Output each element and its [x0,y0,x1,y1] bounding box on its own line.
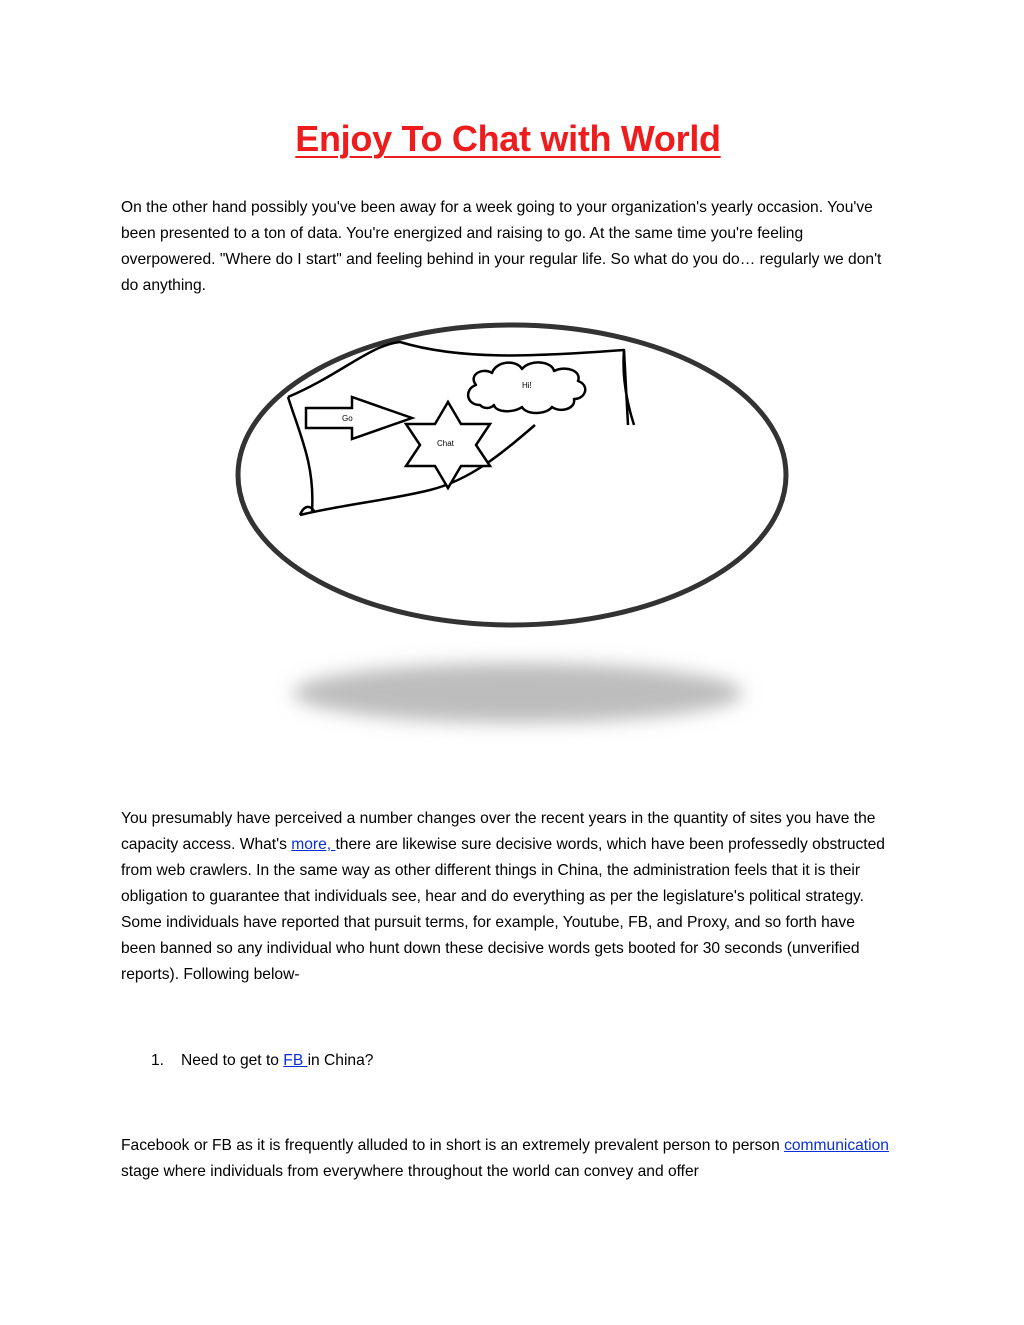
paragraph-text-before-link: You presumably have perceived a number changes over the recent years in the quantity of sites you have the capacity access. What's [121,810,876,853]
chat-illustration [230,315,795,755]
hi-label: Hi! [522,381,532,390]
more-link[interactable]: more, [291,836,336,853]
list-item [121,1048,891,1074]
paragraph-text-before-link: Facebook or FB as it is frequently alluded to in short is an extremely prevalent person to person [121,1137,785,1154]
list-item-text-before: Need to get to [181,1052,284,1069]
communication-link[interactable]: communication [784,1137,889,1154]
fb-link[interactable]: FB [283,1052,308,1069]
list-item-text-after: in China? [307,1052,374,1069]
go-label: Go [342,414,353,423]
floating-shadow [293,663,743,723]
page-title: Enjoy To Chat with World [295,118,721,159]
paragraph-facebook [121,1133,891,1185]
paragraph-censorship [121,806,891,988]
chat-label: Chat [437,439,454,448]
numbered-list [121,1048,891,1074]
paragraph-text-after-link: stage where individuals from everywhere throughout the world can convey and offer [121,1163,699,1180]
chat-illustration-svg [230,315,795,755]
list-item-number: 1. [151,1052,165,1069]
paragraph-text-after-link: there are likewise sure decisive words, which have been professedly obstructed from web crawlers. In the same way as other different things in China, the administration feels that it is their obligation to guarantee that individuals see, hear and do everything as per the legislature's political strategy. Some individuals have reported that pursuit terms, for example, Youtube, FB, and Proxy, and so forth have been banned so any individual who hunt down these decisive words gets booted for 30 seconds (unverified reports). Following below- [121,836,885,983]
paragraph-intro: On the other hand possibly you've been away for a week going to your organization's yearly occasion. You've been presented to a ton of data. You're energized and raising to go. At the same time you're feeling overpowered. "Where do I start" and feeling behind in your regular life. So what do you do… regularly we don't do anything. [121,199,882,294]
